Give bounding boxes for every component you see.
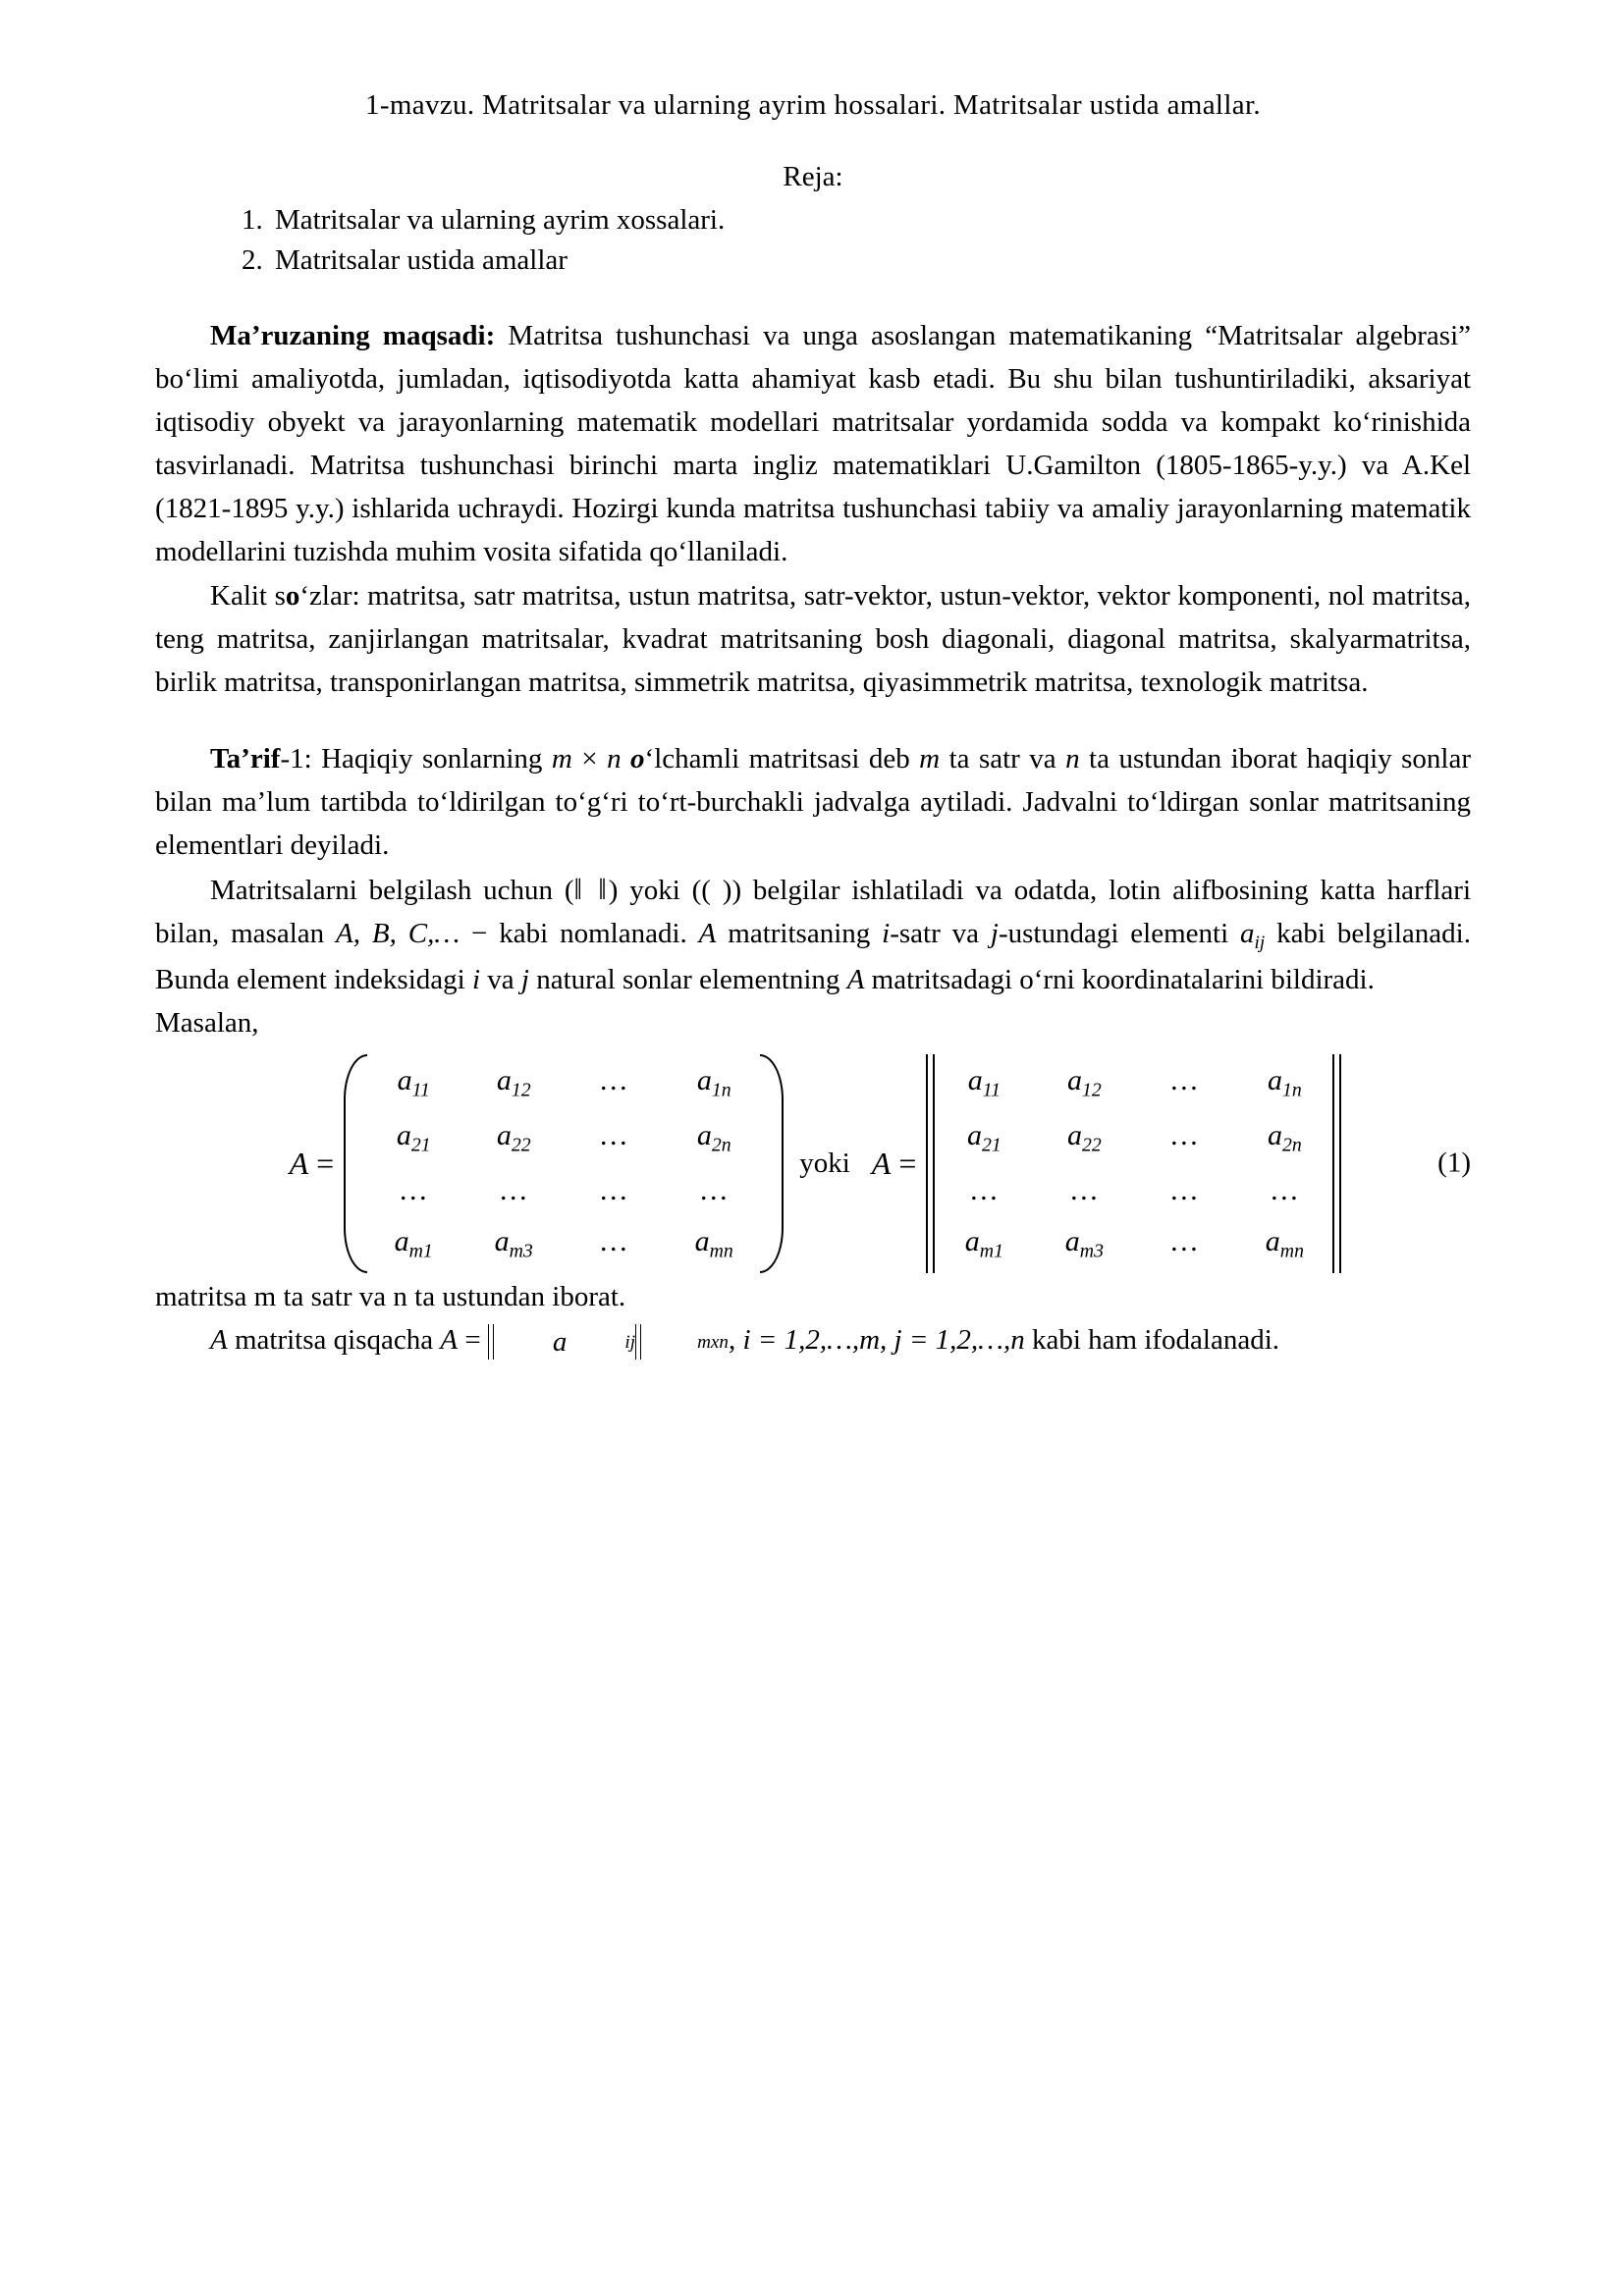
definition-part4: ta ustundan iborat haqiqiy sonlar bilan ma’lum tartibda to‘ldirilgan to‘g‘ri to‘rt-burchakli jadvalga aytiladi. Jadvalni to‘ldirgan sonlar matritsaning elementlari deyiladi. (155, 742, 1472, 861)
list-item-number: 2. (242, 243, 263, 276)
matrix-cell: $a_{21}$ (966, 1118, 1001, 1156)
list-item-number: 1. (242, 203, 263, 236)
math-var-i: i (882, 918, 891, 950)
equation-lhs-right: A (871, 1145, 892, 1181)
matrix-cell: $a_{2n}$ (1267, 1118, 1302, 1156)
list-item-label: Matritsalar ustida amallar (275, 243, 568, 276)
math-var-n: n (607, 742, 622, 774)
matrix-cell: $a_{m1}$ (394, 1225, 433, 1262)
list-item (242, 240, 1471, 281)
math-times: × (581, 742, 598, 774)
purpose-paragraph (155, 314, 1471, 573)
norm-size-subscript: mxn (697, 1331, 729, 1353)
matrix-cell: $a_{1n}$ (696, 1063, 731, 1100)
math-var-i2: i (471, 963, 481, 995)
matrix-cell: … (1168, 1174, 1200, 1207)
math-var-m2: m (919, 742, 941, 774)
matrix-cell: $a_{1n}$ (1267, 1063, 1302, 1100)
math-var-A: A (698, 918, 717, 950)
matrix-cell: … (398, 1174, 429, 1207)
index-range: i = 1,2,…,m, j = 1,2,…,n (742, 1323, 1025, 1356)
keywords-label-post: ‘zlar: (299, 579, 360, 612)
notation-p2b: -satr va (890, 918, 991, 950)
math-elem-a-subscript: ij (1254, 933, 1266, 954)
math-var-A2: A (846, 963, 865, 995)
matrix-cell: $a_{11}$ (967, 1063, 1001, 1100)
math-var-j: j (990, 918, 999, 950)
math-var-A4: A (440, 1323, 459, 1356)
norm-subscript: ij (624, 1331, 636, 1353)
definition-part2: ‘lchamli matritsasi deb (644, 742, 920, 774)
plan-list (155, 200, 1471, 281)
equation-lhs-left: A (289, 1145, 309, 1181)
norm-base: a (552, 1326, 568, 1359)
notation-p1a: Matritsalarni belgilash uchun ( (210, 875, 574, 907)
double-bar-glyph: ‖ ‖ (573, 873, 609, 907)
matrix-cell: … (698, 1174, 730, 1207)
matrix-cell: … (598, 1063, 629, 1096)
notation-paragraph-1 (155, 867, 1471, 1001)
plan-heading: Reja: (783, 161, 843, 193)
matrix-cell: $a_{11}$ (397, 1063, 430, 1100)
definition-label: Ta’rif (210, 742, 281, 774)
math-var-j2: j (520, 963, 529, 995)
norm-right-bars (635, 1324, 642, 1360)
matrix-cell: $a_{mn}$ (1265, 1225, 1304, 1262)
math-var-m: m (551, 742, 572, 774)
math-elem-a: a (1240, 918, 1255, 950)
shorthand-equals: = (458, 1323, 488, 1356)
matrix-cell: … (1269, 1174, 1300, 1207)
matrix-cell: $a_{12}$ (496, 1063, 531, 1100)
matrix-cell: $a_{22}$ (496, 1118, 531, 1156)
notation-p1b: ) yoki (( )) belgilar ishlatiladi va odatda, lotin alifbosining katta harflari bilan, masalan (155, 875, 1471, 950)
keywords-label-pre: Kalit s (210, 579, 286, 612)
matrix-cell: … (1168, 1225, 1200, 1258)
list-item (242, 200, 1471, 240)
matrix-cell: … (968, 1174, 1000, 1207)
norm-left-bars (488, 1324, 495, 1360)
masalan-line: Masalan, (155, 1006, 259, 1039)
definition-part3: ta satr va (940, 742, 1066, 774)
matrix-equation-block (155, 1054, 1471, 1273)
definition-bold-o: o (630, 742, 645, 774)
shorthand-comma: , (728, 1323, 743, 1356)
matrix-letters: A, B, C,… (336, 918, 460, 950)
matrix-cell: $a_{21}$ (396, 1118, 431, 1156)
matrix-cell: … (598, 1225, 629, 1258)
matrix-cell: … (1168, 1118, 1200, 1151)
equation-equals-right: = (898, 1145, 917, 1181)
keywords-paragraph (155, 574, 1471, 704)
matrix-left (344, 1054, 784, 1273)
equation-connector: yoki (799, 1147, 850, 1179)
matrix-cell: $a_{2n}$ (696, 1118, 731, 1156)
document-content (155, 84, 1471, 1363)
matrix-left-cells (365, 1054, 762, 1273)
notation-p2f: natural sonlar elementning (528, 963, 847, 995)
purpose-label: Ma’ruzaning maqsadi: (210, 320, 496, 352)
notation-p2d: kabi belgilanadi. Bunda element indeksidagi (155, 918, 1471, 995)
equation-number: (1) (1437, 1147, 1471, 1179)
matrix-cell: … (598, 1118, 629, 1151)
math-var-A3: A (210, 1323, 228, 1356)
keywords-label-o: o (285, 579, 300, 612)
right-parenthesis-delimiter (760, 1054, 784, 1273)
shorthand-pb: kabi ham ifodalanadi. (1024, 1323, 1280, 1356)
notation-p2a: matritsaning (716, 918, 883, 950)
purpose-text: Matritsa tushunchasi va unga asoslangan matematikaning “Matritsalar algebrasi” bo‘limi amaliyotda, jumladan, iqtisodiyotda katta ahamiyat kasb etadi. Bu shu bilan tushuntiriladiki, aksariyat iqtisodiy obyekt va jarayonlarning matematik modellari matritsalar yordamida sodda va kompakt ko‘rinishida tasvirlanadi. Matritsa tushunchasi birinchi marta ingliz matematiklari U.Gamilton (1805-1865-y.y.) va A.Kel (1821-1895 y.y.) ishlarida uchraydi. Hozirgi kunda matritsa tushunchasi tabiiy va amaliy jarayonlarning matematik modellarini tuzishda muhim vosita sifatida qo‘llaniladi. (155, 320, 1472, 568)
notation-p2c: -ustundagi elementi (998, 918, 1241, 950)
list-item-label: Matritsalar va ularning ayrim xossalari. (275, 203, 726, 236)
shorthand-paragraph (155, 1318, 1471, 1363)
notation-p1c: − kabi nomlanadi. (460, 918, 699, 950)
definition-paragraph (155, 737, 1471, 867)
matrix-right (926, 1054, 1342, 1273)
equation-equals-left: = (316, 1145, 335, 1181)
notation-p2g: matritsadagi o‘rni koordinatalarini bildiradi. (864, 963, 1375, 995)
matrix-right-cells (936, 1054, 1332, 1273)
matrix-norm-notation (488, 1320, 729, 1363)
matrix-cell: $a_{m3}$ (494, 1225, 533, 1262)
matrix-cell: $a_{m1}$ (964, 1225, 1003, 1262)
matrix-cell: $a_{mn}$ (694, 1225, 733, 1262)
matrix-cell: $a_{22}$ (1066, 1118, 1102, 1156)
definition-part1: Haqiqiy sonlarning (311, 742, 552, 774)
shorthand-pa: matritsa qisqacha (227, 1323, 441, 1356)
after-equation-line: matritsa m ta satr va n ta ustundan iborat. (155, 1280, 626, 1312)
math-var-n2: n (1065, 742, 1080, 774)
keywords-text: matritsa, satr matritsa, ustun matritsa, satr-vektor, ustun-vektor, vektor komponenti, nol matritsa, teng matritsa, zanjirlangan matritsalar, kvadrat matritsaning bosh diagonali, diagonal matritsa, skalyarmatritsa, birlik matritsa, transponirlangan matritsa, simmetrik matritsa, qiyasimmetrik matritsa, texnologik matritsa. (155, 579, 1471, 698)
page-title: 1-mavzu. Matritsalar va ularning ayrim hossalari. Matritsalar ustida amallar. (365, 89, 1261, 121)
matrix-cell: … (1068, 1174, 1100, 1207)
matrix-cell: … (598, 1174, 629, 1207)
matrix-cell: … (1168, 1063, 1200, 1096)
left-double-bar-delimiter (926, 1054, 936, 1273)
matrix-cell: $a_{m3}$ (1064, 1225, 1104, 1262)
left-parenthesis-delimiter (344, 1054, 367, 1273)
matrix-cell: $a_{12}$ (1066, 1063, 1102, 1100)
definition-label-suffix: -1: (280, 742, 312, 774)
notation-p2e: va (480, 963, 521, 995)
matrix-cell: … (498, 1174, 529, 1207)
right-double-bar-delimiter (1332, 1054, 1342, 1273)
